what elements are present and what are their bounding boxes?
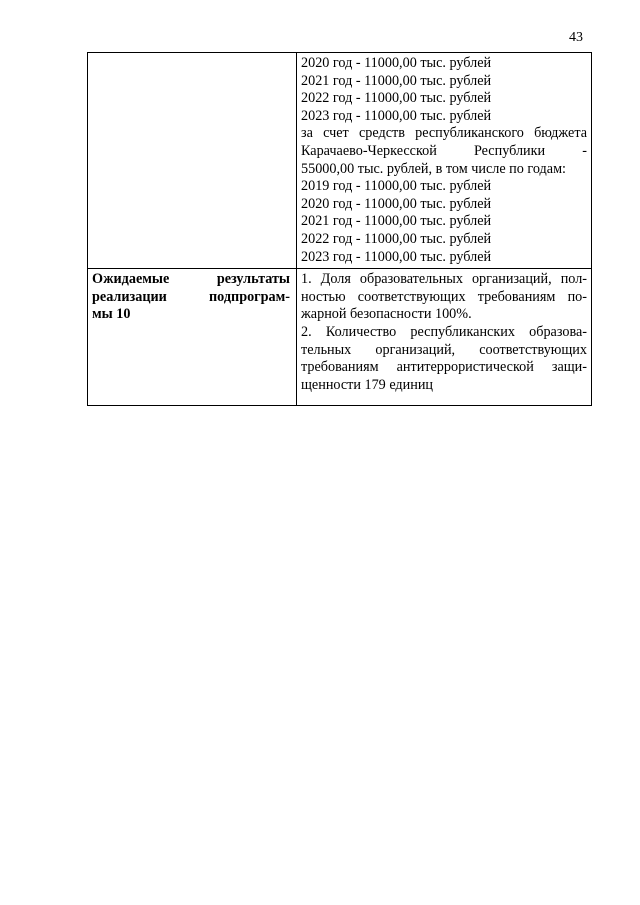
table-cell-funding-details	[297, 53, 592, 269]
funding-line: 2023 год - 11000,00 тыс. рублей	[301, 107, 492, 124]
table-row-funding	[88, 53, 592, 269]
label-line: реализации подпрограм-	[92, 288, 290, 305]
label-line: Ожидаемые результаты	[92, 271, 290, 288]
table-cell-funding-label	[88, 53, 297, 269]
result-line: щенности 179 единиц	[301, 376, 434, 393]
funding-line: 2022 год - 11000,00 тыс. рублей	[301, 230, 492, 247]
funding-line: 2020 год - 11000,00 тыс. рублей	[301, 195, 492, 212]
funding-line: Карачаево-Черкесской Республики -	[301, 142, 587, 159]
table-cell-expected-results-label	[88, 269, 297, 406]
result-line: требованиям антитеррористической защи-	[301, 359, 587, 376]
funding-line: 2021 год - 11000,00 тыс. рублей	[301, 72, 492, 89]
funding-line: 2020 год - 11000,00 тыс. рублей	[301, 55, 492, 71]
table-cell-expected-results-details	[297, 269, 592, 406]
result-line: жарной безопасности 100%.	[301, 306, 472, 323]
funding-line: за счет средств республиканского бюджета	[301, 125, 587, 142]
funding-line: 2019 год - 11000,00 тыс. рублей	[301, 178, 492, 195]
subprogram-table	[87, 52, 592, 406]
funding-line: 2021 год - 11000,00 тыс. рублей	[301, 213, 492, 230]
result-line: ностью соответствующих требованиям по-	[301, 288, 587, 305]
funding-line: 2023 год - 11000,00 тыс. рублей	[301, 248, 492, 265]
table-row-expected-results	[88, 269, 592, 406]
funding-line: 55000,00 тыс. рублей, в том числе по годам:	[301, 160, 566, 177]
page-number: 43	[569, 30, 583, 45]
result-line: 1. Доля образовательных организаций, пол-	[301, 271, 587, 288]
result-line: тельных организаций, соответствующих	[301, 341, 587, 358]
funding-line: 2022 год - 11000,00 тыс. рублей	[301, 90, 492, 107]
label-line: мы 10	[92, 306, 131, 323]
result-line: 2. Количество республиканских образова-	[301, 323, 587, 340]
